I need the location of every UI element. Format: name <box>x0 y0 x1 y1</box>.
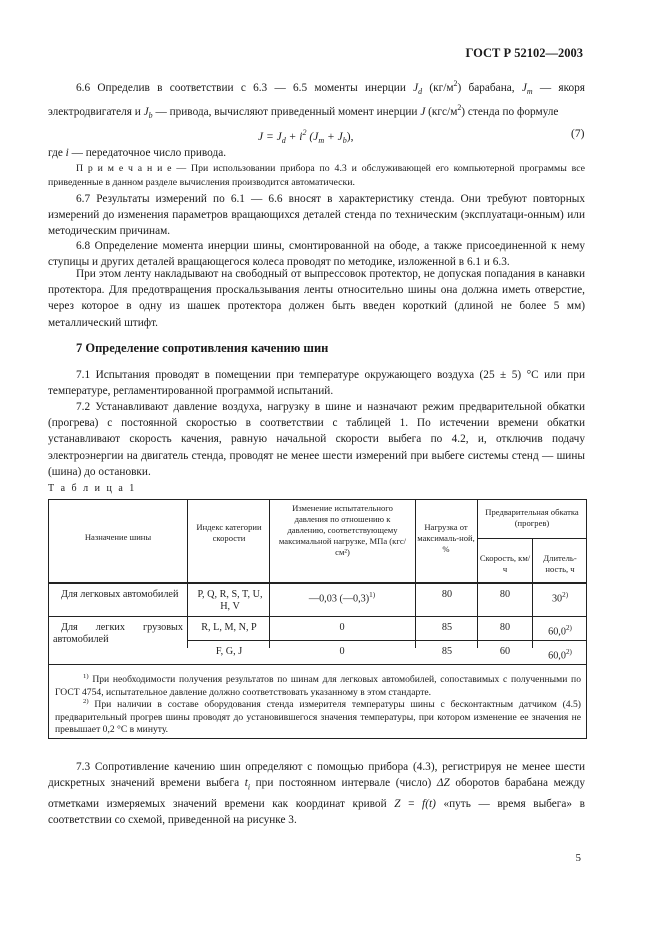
formula-part: J = J <box>258 130 282 143</box>
header-index: Индекс категории скорости <box>196 522 262 543</box>
superscript: 2 <box>302 128 307 137</box>
footnote-mark: 2) <box>83 698 89 705</box>
var-j: J <box>420 105 426 118</box>
var-j: J <box>143 105 149 118</box>
var-t: t <box>244 777 248 790</box>
text-run: — привода, вычисляют приведенный момент инерции <box>152 105 421 118</box>
grid-line <box>269 500 270 648</box>
text-run: = <box>400 797 423 810</box>
cell-text: 60,0 <box>548 650 566 662</box>
footnote-ref: 1) <box>369 591 376 599</box>
text-run: 6.6 Определив в соответствии с 6.3 — 6.5 моменты инерции <box>76 81 414 94</box>
var-i: i <box>65 147 69 159</box>
footnote-ref: 2) <box>562 591 569 599</box>
header-load: Нагрузка от максималь-ной, % <box>417 522 475 554</box>
grid-line <box>415 500 416 648</box>
grid-line <box>49 664 586 665</box>
var-z: Z <box>394 797 401 810</box>
row3-load: 85 <box>441 646 453 657</box>
row1-pressure <box>271 589 413 605</box>
subscript: d <box>281 136 286 146</box>
var-t: (t) <box>425 797 436 810</box>
footnote-mark: 1) <box>83 673 89 680</box>
grid-line <box>477 538 586 539</box>
row3-speed: 60 <box>499 646 511 657</box>
row1-duration <box>533 589 587 605</box>
row1-load: 80 <box>441 589 453 600</box>
subscript: i <box>247 782 251 792</box>
subscript: b <box>148 111 153 121</box>
cell-text: 30 <box>551 593 563 605</box>
formula-part: + J <box>324 130 343 143</box>
text-run: ) барабана, <box>457 81 522 94</box>
formula-7 <box>0 128 661 144</box>
superscript: 2 <box>453 79 458 88</box>
row2-pressure: 0 <box>339 622 345 633</box>
row3-index: F, G, J <box>215 646 243 657</box>
footnote-ref: 2) <box>565 624 572 632</box>
table-1 <box>48 499 587 739</box>
table-label: Т а б л и ц а 1 <box>48 483 137 494</box>
text-run: где <box>48 147 66 159</box>
text-run: оборотов барабана между отметками измеряемых значений времени как координат кривой <box>48 777 585 810</box>
text-run: — якоря электродвигателя и <box>48 81 585 118</box>
text-run: (кг/м <box>422 81 454 94</box>
subscript: m <box>318 136 325 146</box>
text-run: ) стенда по формуле <box>461 105 559 118</box>
grid-line <box>187 640 586 641</box>
subscript: d <box>418 87 423 97</box>
header-duration: Длитель-ность, ч <box>543 553 577 574</box>
cell-text: 60,0 <box>548 626 566 638</box>
header-pressure: Изменение испытательного давления по отношению к давлению, соответствующему максимальной нагрузке, МПа (кгс/см²) <box>278 503 407 557</box>
subscript: b <box>342 136 347 146</box>
text-run: 7.3 Сопротивление качению шин определяют с помощью прибора (4.3), регистрируя не менее шести дискретных значений времени выбега <box>48 761 585 790</box>
text-run: (кгс/м <box>425 105 458 118</box>
var-j: J <box>413 81 419 94</box>
subscript: m <box>526 87 533 97</box>
formula-part: ), <box>346 130 354 143</box>
row1-index: P, Q, R, S, T, U, H, V <box>197 589 263 612</box>
footnote-text: При необходимости получения результатов по шинам для легковых автомобилей, сопоставимых с полученными по ГОСТ 4754, испытательное давление должно соответствовать указанному в этом стандарте. <box>55 674 581 698</box>
header-speed: Скорость, км/ч <box>479 553 531 574</box>
document-header: ГОСТ Р 52102—2003 <box>465 46 583 60</box>
cell-text: —0,03 (—0,3) <box>308 593 370 605</box>
table-footnote-2 <box>55 696 581 737</box>
formula-number: (7) <box>571 128 585 140</box>
row2-load: 85 <box>441 622 453 633</box>
paragraph-7-3 <box>48 759 585 828</box>
row2-purpose: Для легких грузовых автомобилей <box>53 622 183 645</box>
grid-line <box>187 500 188 648</box>
text-run: «путь — время выбега» в соответствии со схемой, приведенной на рисунке 3. <box>48 797 586 826</box>
row3-pressure: 0 <box>339 646 345 657</box>
row3-duration <box>533 646 587 662</box>
var-delta-z: ΔZ <box>436 777 450 790</box>
page-number: 5 <box>575 852 581 864</box>
footnote-text: При наличии в составе оборудования стенда измерителя температуры шины с бесконтактным датчиком (4.5) предварительный прогрев шины проводят до установившегося значения температуры, при котором изменение ее значения не превышает 0,2 °С в минуту. <box>55 699 581 736</box>
table-footnote-1 <box>55 671 581 699</box>
var-f: f <box>422 797 426 810</box>
paragraph-7-1: 7.1 Испытания проводят в помещении при температуре окружающего воздуха (25 ± 5) °С или при температуре, регламентированной программой испытаний. <box>48 369 585 398</box>
grid-line <box>49 616 586 617</box>
note-label: П р и м е ч а н и е <box>76 163 172 174</box>
formula-expression <box>258 128 354 145</box>
row2-index: R, L, M, N, P <box>201 622 257 633</box>
header-purpose: Назначение шины <box>84 532 152 542</box>
paragraph-6-8-continued: При этом ленту накладывают на свободный от выпрессовок протектор, не допуская попадания в канавки протектора. Для предотвращения проскальзывания ленты относительно шины она должна иметь отверстие, через которое в одну из шашек протектора должен быть введен короткий (длиной не более 5 мм) металлический штифт. <box>48 268 585 329</box>
text-run: — передаточное число привода. <box>68 147 227 159</box>
var-j: J <box>521 81 527 94</box>
row2-speed: 80 <box>499 622 511 633</box>
note-text: — При использовании прибора по 4.3 и обслуживающей его компьютерной программы все приведенные в данном разделе вычисления производится автоматически. <box>48 163 586 188</box>
where-clause <box>48 145 585 161</box>
note <box>48 162 585 190</box>
paragraph-6-6 <box>48 76 585 124</box>
text-run: при постоянном интервале (число) <box>250 777 437 790</box>
grid-line <box>49 582 586 584</box>
paragraph-6-8: 6.8 Определение момента инерции шины, смонтированной на ободе, а также присоединенной к нему ступицы и других деталей вращающегося колеса проводят по методике, изложенной в 6.1 и 6.3. <box>48 240 585 269</box>
formula-part: + i <box>285 130 303 143</box>
section-7-title: 7 Определение сопротивления качению шин <box>76 341 329 355</box>
formula-part: (J <box>306 130 319 143</box>
row1-purpose: Для легковых автомобилей <box>61 589 179 600</box>
paragraph-6-7: 6.7 Результаты измерений по 6.1 — 6.6 вносят в характеристику стенда. Они требуют повторных измерений до изменения параметров вращающихся деталей стенда по техническим (эксплуатаци-онным) или методическим причинам. <box>48 193 585 238</box>
header-prerun: Предварительная обкатка (прогрев) <box>485 507 579 528</box>
superscript: 2 <box>457 103 462 113</box>
footnote-ref: 2) <box>565 648 572 656</box>
row1-speed: 80 <box>499 589 511 600</box>
row2-duration <box>533 622 587 638</box>
paragraph-7-2: 7.2 Устанавливают давление воздуха, нагрузку в шине и назначают режим предварительной обкатки (прогрева) с постоянной скоростью в соответствии с таблицей 1. По истечении времени обкатки устанавливают скорость качения, равную начальной скорости выбега по 4.2, и, отключив подачу электроэнергии на двигатель стенда, проводят не менее шести измерений при выбеге системы стенд — шины (шина) до остановки. <box>48 401 585 478</box>
